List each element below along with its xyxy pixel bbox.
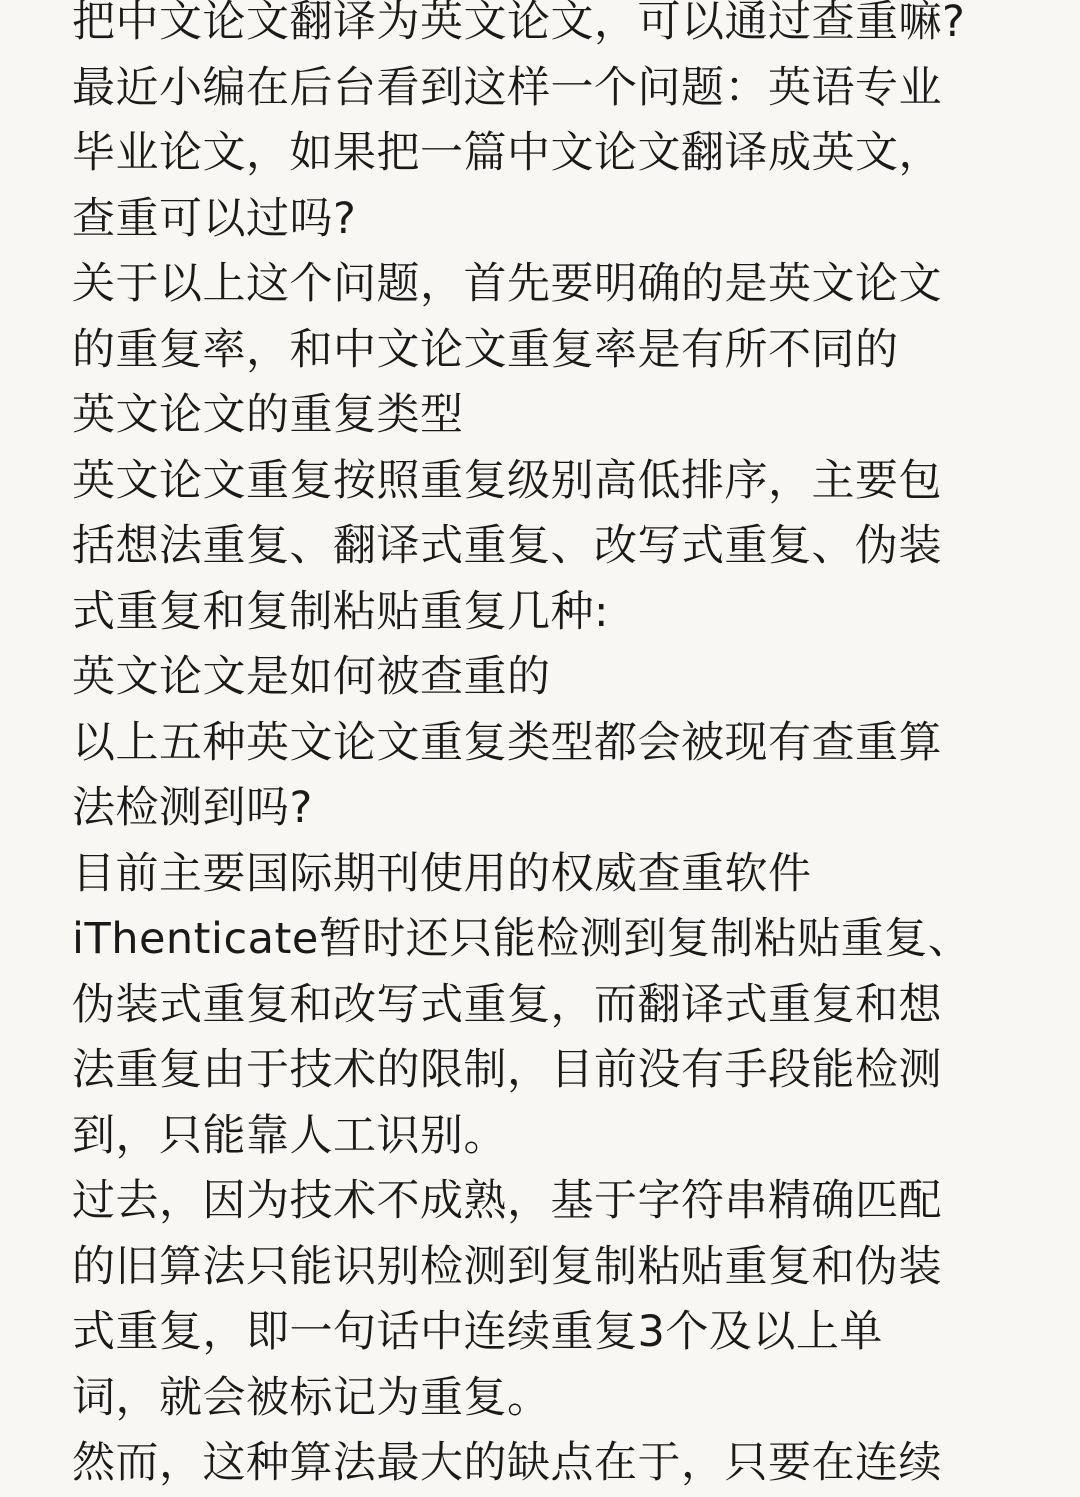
text-line: 伪装式重复和改写式重复，而翻译式重复和想 [72,979,942,1030]
text-line: 括想法重复、翻译式重复、改写式重复、伪装 [72,521,942,571]
text-line: 法重复由于技术的限制，目前没有手段能检测 [72,1045,942,1095]
text-line: 过去，因为技术不成熟，基于字符串精确匹配 [72,1176,942,1226]
text-line: 的重复率，和中文论文重复率是有所不同的 [72,324,899,375]
text-line: 目前主要国际期刊使用的权威查重软件 [72,848,812,899]
text-line: 英文论文重复按照重复级别高低排序，主要包 [72,455,942,506]
text-line: 的旧算法只能识别检测到复制粘贴重复和伪装 [72,1241,942,1292]
text-line: iThenticate暂时还只能检测到复制粘贴重复、 [72,914,972,964]
text-line: 关于以上这个问题，首先要明确的是英文论文 [72,259,942,309]
text-line: 法检测到吗? [72,783,313,833]
text-line: 式重复，即一句话中连续重复3个及以上单 [72,1307,883,1357]
text-line: 查重可以过吗? [72,193,357,244]
section-heading: 英文论文是如何被查重的 [72,652,551,702]
text-line: 毕业论文，如果把一篇中文论文翻译成英文， [72,128,942,178]
section-heading: 英文论文的重复类型 [72,390,464,440]
article-body [72,0,1032,1497]
text-line: 以上五种英文论文重复类型都会被现有查重算 [72,717,942,768]
text-line: 式重复和复制粘贴重复几种: [72,586,609,637]
text-line: 最近小编在后台看到这样一个问题：英语专业 [72,62,942,113]
text-line: 到，只能靠人工识别。 [72,1110,507,1161]
text-line: 把中文论文翻译为英文论文，可以通过查重嘛? [72,0,966,47]
text-line: 然而，这种算法最大的缺点在于，只要在连续 [72,1438,942,1488]
text-line: 词，就会被标记为重复。 [72,1372,551,1423]
